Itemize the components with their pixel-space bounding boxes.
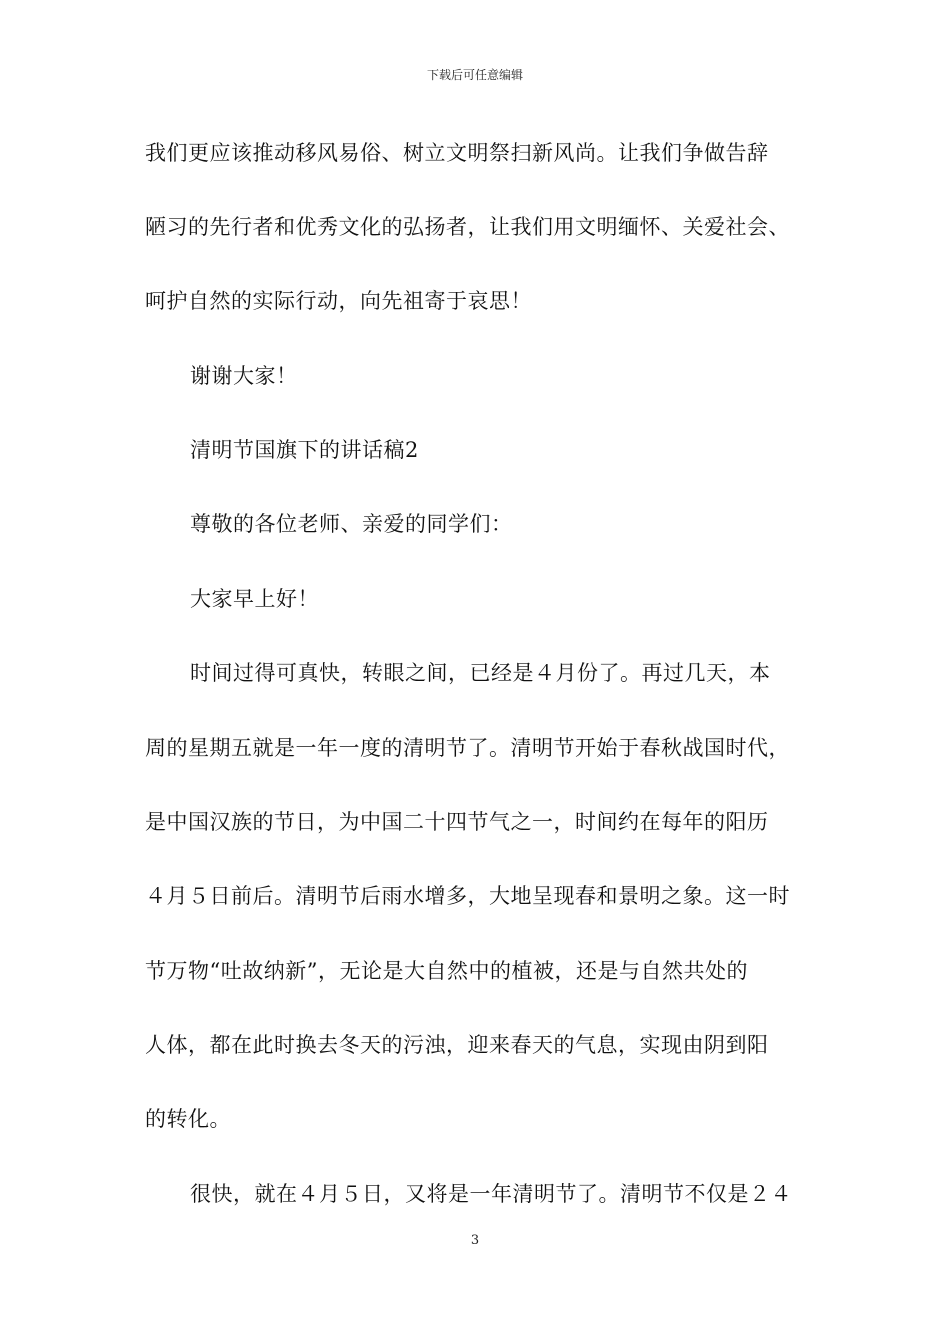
paragraph-line-8: 时间过得可真快，转眼之间，已经是４月份了。再过几天，本 [190, 661, 771, 685]
paragraph-line-11: ４月５日前后。清明节后雨水增多，大地呈现春和景明之象。这一时 [145, 884, 790, 908]
paragraph-line-13: 人体，都在此时换去冬天的污浊，迎来春天的气息，实现由阴到阳 [145, 1033, 769, 1057]
paragraph-line-15: 很快，就在４月５日，又将是一年清明节了。清明节不仅是２４ [190, 1182, 792, 1206]
paragraph-line-10: 是中国汉族的节日，为中国二十四节气之一，时间约在每年的阳历 [145, 810, 769, 834]
paragraph-line-12: 节万物“吐故纳新”，无论是大自然中的植被，还是与自然共处的 [145, 959, 748, 983]
paragraph-line-2: 陋习的先行者和优秀文化的弘扬者，让我们用文明缅怀、关爱社会、 [145, 215, 790, 239]
paragraph-line-9: 周的星期五就是一年一度的清明节了。清明节开始于春秋战国时代， [145, 736, 790, 760]
greeting-line: 大家早上好！ [190, 587, 319, 611]
header-note: 下载后可任意编辑 [426, 68, 523, 82]
paragraph-line-3: 呵护自然的实际行动，向先祖寄于哀思！ [145, 289, 532, 313]
paragraph-line-1: 我们更应该推动移风易俗、树立文明祭扫新风尚。让我们争做告辞 [145, 141, 769, 165]
salutation-line: 尊敬的各位老师、亲爱的同学们： [190, 512, 513, 536]
paragraph-line-14: 的转化。 [145, 1107, 231, 1131]
speech-title: 清明节国旗下的讲话稿2 [190, 438, 419, 462]
page-number: 3 [470, 1233, 480, 1248]
thanks-line: 谢谢大家！ [190, 364, 298, 388]
